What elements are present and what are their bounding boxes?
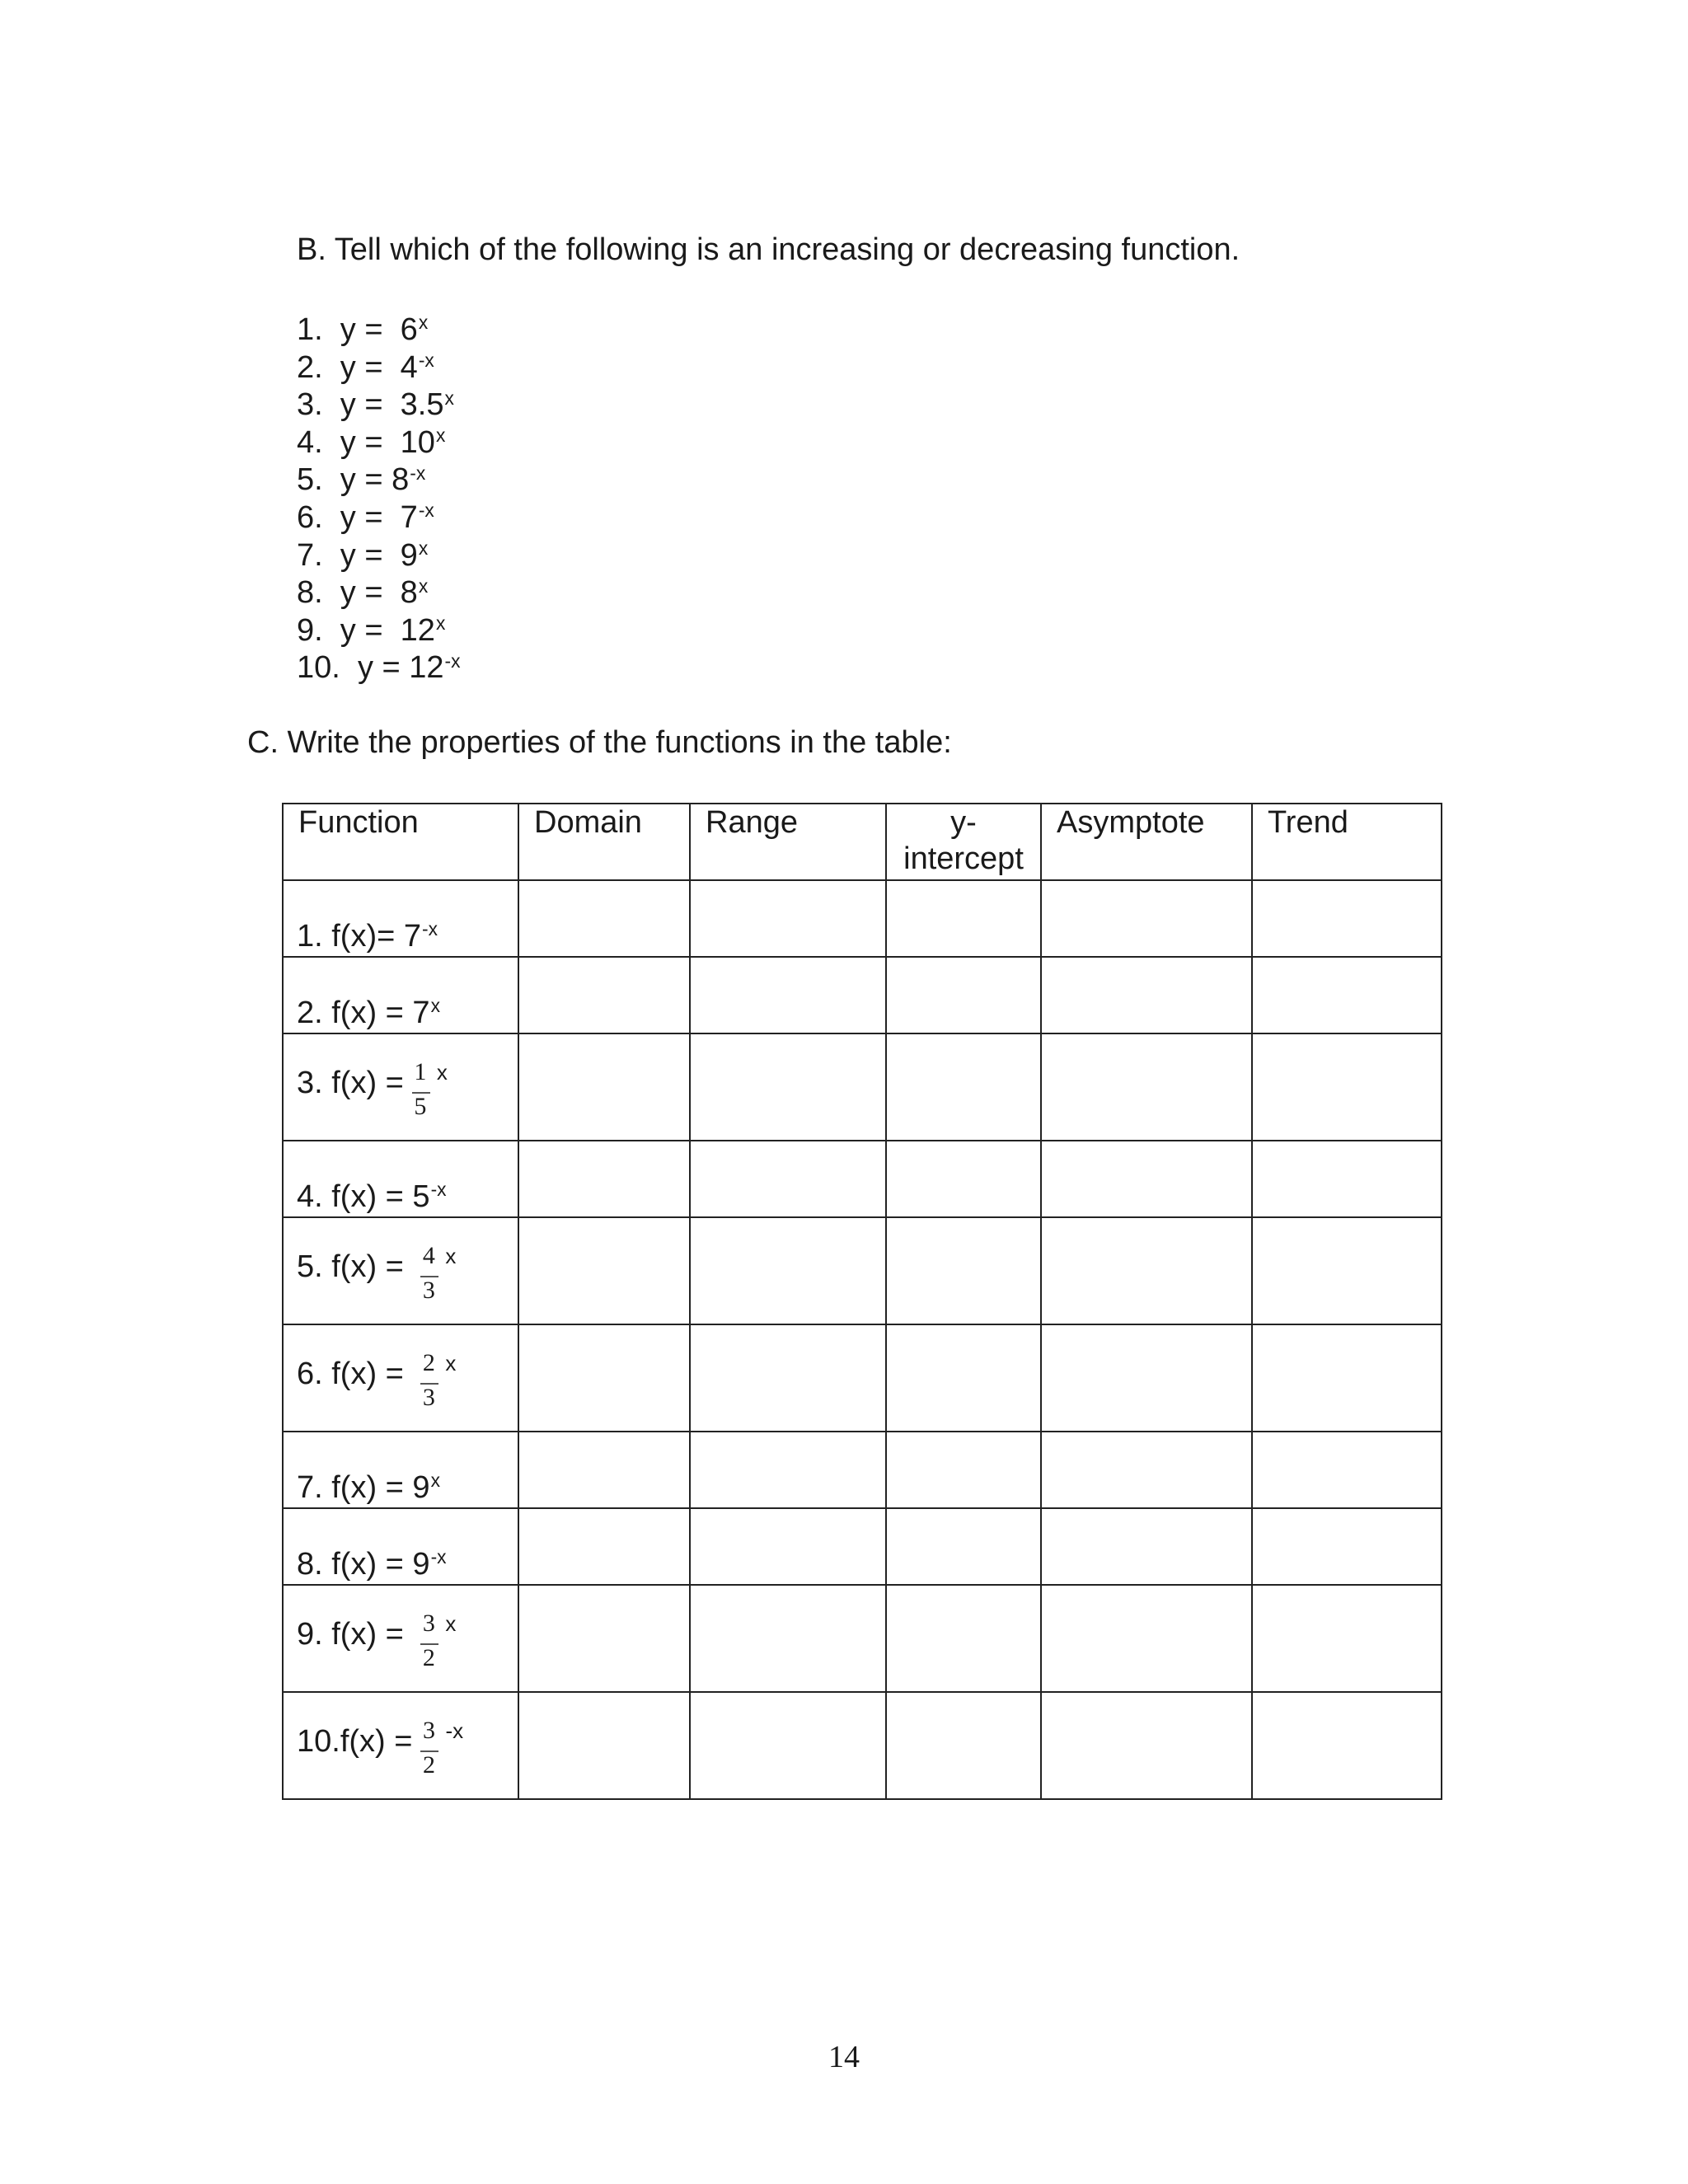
- function-expression: [297, 1547, 447, 1582]
- table-row: [283, 1692, 1442, 1799]
- domain-cell[interactable]: [518, 880, 690, 957]
- function-prefix: 3. f(x) =: [297, 1066, 404, 1100]
- function-exponent: x: [430, 995, 440, 1017]
- domain-cell[interactable]: [518, 1324, 690, 1432]
- item-expression: 9. y = 12: [297, 612, 435, 648]
- item-exponent: x: [418, 574, 429, 597]
- range-cell[interactable]: [690, 1508, 886, 1585]
- function-expression: [297, 1242, 457, 1307]
- range-cell[interactable]: [690, 1324, 886, 1432]
- range-cell[interactable]: [690, 1033, 886, 1141]
- function-expression: [297, 919, 438, 954]
- item-expression: 3. y = 3.5: [297, 387, 444, 423]
- trend-cell[interactable]: [1252, 1217, 1442, 1324]
- y-intercept-cell[interactable]: [886, 1217, 1041, 1324]
- trend-cell[interactable]: [1252, 1324, 1442, 1432]
- range-cell[interactable]: [690, 1692, 886, 1799]
- asymptote-cell[interactable]: [1041, 957, 1252, 1033]
- domain-cell[interactable]: [518, 1033, 690, 1141]
- trend-cell[interactable]: [1252, 1432, 1442, 1508]
- header-asymptote: Asymptote: [1041, 804, 1252, 880]
- asymptote-cell[interactable]: [1041, 1141, 1252, 1217]
- function-base: 8. f(x) = 9: [297, 1547, 430, 1582]
- section-b-list: [297, 312, 461, 687]
- function-expression: [297, 1610, 457, 1675]
- domain-cell[interactable]: [518, 1432, 690, 1508]
- fraction-denominator: 2: [422, 1751, 435, 1779]
- item-expression: 7. y = 9: [297, 537, 418, 573]
- function-cell: [283, 1585, 518, 1692]
- asymptote-cell[interactable]: [1041, 1324, 1252, 1432]
- trend-cell[interactable]: [1252, 957, 1442, 1033]
- fraction-denominator: 2: [422, 1644, 435, 1671]
- item-exponent: x: [418, 312, 429, 334]
- list-item: [297, 649, 461, 687]
- item-exponent: x: [435, 612, 446, 635]
- table-row: [283, 1141, 1442, 1217]
- fraction: [417, 1349, 457, 1414]
- trend-cell[interactable]: [1252, 1033, 1442, 1141]
- range-cell[interactable]: [690, 1432, 886, 1508]
- function-base: 2. f(x) = 7: [297, 996, 430, 1030]
- item-exponent: -x: [444, 649, 461, 672]
- fraction: [417, 1717, 464, 1782]
- table-row: [283, 880, 1442, 957]
- function-prefix: 6. f(x) =: [297, 1357, 413, 1391]
- fraction-numerator: 3: [422, 1717, 435, 1744]
- domain-cell[interactable]: [518, 1692, 690, 1799]
- list-item: [297, 574, 461, 612]
- trend-cell[interactable]: [1252, 880, 1442, 957]
- y-intercept-cell[interactable]: [886, 880, 1041, 957]
- function-exponent: -x: [422, 918, 438, 940]
- fraction: [409, 1058, 448, 1123]
- asymptote-cell[interactable]: [1041, 880, 1252, 957]
- range-cell[interactable]: [690, 1141, 886, 1217]
- function-expression: [297, 1470, 440, 1506]
- domain-cell[interactable]: [518, 1217, 690, 1324]
- fraction: [417, 1610, 457, 1675]
- function-cell: [283, 1432, 518, 1508]
- function-exponent: x: [436, 1060, 448, 1085]
- item-expression: 10. y = 12: [297, 650, 444, 686]
- fraction-denominator: 5: [414, 1093, 427, 1120]
- item-expression: 4. y = 10: [297, 424, 435, 460]
- function-exponent: x: [445, 1244, 457, 1268]
- list-item: [297, 312, 461, 349]
- fraction-denominator: 3: [422, 1277, 435, 1304]
- item-expression: 6. y = 7: [297, 499, 418, 535]
- header-range: Range: [690, 804, 886, 880]
- table-row: [283, 1585, 1442, 1692]
- function-prefix: 5. f(x) =: [297, 1249, 413, 1284]
- fraction-numerator: 2: [422, 1349, 435, 1376]
- table-row: [283, 1033, 1442, 1141]
- list-item: [297, 612, 461, 650]
- function-exponent: x: [445, 1351, 457, 1376]
- section-c-heading: C. Write the properties of the functions in the table:: [247, 725, 952, 760]
- domain-cell[interactable]: [518, 1585, 690, 1692]
- fraction-denominator: 3: [422, 1384, 435, 1411]
- item-expression: 1. y = 6: [297, 312, 418, 347]
- function-exponent: -x: [430, 1179, 447, 1201]
- domain-cell[interactable]: [518, 957, 690, 1033]
- function-exponent: -x: [445, 1718, 464, 1743]
- function-cell: [283, 1217, 518, 1324]
- asymptote-cell[interactable]: [1041, 1432, 1252, 1508]
- y-intercept-cell[interactable]: [886, 1692, 1041, 1799]
- item-exponent: x: [435, 424, 446, 447]
- function-expression: [297, 1717, 464, 1782]
- range-cell[interactable]: [690, 1585, 886, 1692]
- function-expression: [297, 996, 440, 1031]
- list-item: [297, 462, 461, 499]
- function-base: 1. f(x)= 7: [297, 919, 421, 954]
- function-expression: [297, 1179, 447, 1215]
- asymptote-cell[interactable]: [1041, 1217, 1252, 1324]
- function-exponent: -x: [430, 1546, 447, 1568]
- function-expression: [297, 1058, 448, 1123]
- item-exponent: -x: [418, 499, 434, 522]
- range-cell[interactable]: [690, 1217, 886, 1324]
- asymptote-cell[interactable]: [1041, 1692, 1252, 1799]
- function-cell: [283, 1508, 518, 1585]
- list-item: [297, 499, 461, 537]
- section-b-heading: B. Tell which of the following is an increasing or decreasing function.: [297, 232, 1240, 267]
- function-cell: [283, 957, 518, 1033]
- asymptote-cell[interactable]: [1041, 1508, 1252, 1585]
- function-prefix: 10.f(x) =: [297, 1724, 413, 1759]
- function-cell: [283, 1033, 518, 1141]
- page-number: 14: [828, 2040, 860, 2074]
- header-trend: Trend: [1252, 804, 1442, 880]
- properties-table: [282, 803, 1442, 1800]
- function-cell: [283, 1141, 518, 1217]
- trend-cell[interactable]: [1252, 1508, 1442, 1585]
- item-expression: 5. y = 8: [297, 462, 410, 498]
- function-cell: [283, 1324, 518, 1432]
- function-prefix: 9. f(x) =: [297, 1617, 413, 1652]
- asymptote-cell[interactable]: [1041, 1033, 1252, 1141]
- y-intercept-cell[interactable]: [886, 1033, 1041, 1141]
- y-intercept-cell[interactable]: [886, 1141, 1041, 1217]
- table-row: [283, 1217, 1442, 1324]
- header-domain: Domain: [518, 804, 690, 880]
- table-row: [283, 1324, 1442, 1432]
- item-exponent: -x: [410, 462, 426, 484]
- item-expression: 2. y = 4: [297, 349, 418, 385]
- domain-cell[interactable]: [518, 1508, 690, 1585]
- list-item: [297, 387, 461, 424]
- trend-cell[interactable]: [1252, 1141, 1442, 1217]
- list-item: [297, 424, 461, 462]
- fraction-numerator: 1: [414, 1058, 427, 1085]
- range-cell[interactable]: [690, 957, 886, 1033]
- range-cell[interactable]: [690, 880, 886, 957]
- list-item: [297, 349, 461, 387]
- item-exponent: -x: [418, 349, 434, 372]
- trend-cell[interactable]: [1252, 1692, 1442, 1799]
- trend-cell[interactable]: [1252, 1585, 1442, 1692]
- function-base: 4. f(x) = 5: [297, 1179, 430, 1214]
- function-base: 7. f(x) = 9: [297, 1470, 430, 1505]
- table-row: [283, 1432, 1442, 1508]
- fraction-numerator: 4: [422, 1242, 435, 1269]
- header-function: Function: [283, 804, 518, 880]
- function-cell: [283, 1692, 518, 1799]
- table-row: [283, 957, 1442, 1033]
- header-y-intercept-text: y- intercept: [903, 805, 1024, 876]
- domain-cell[interactable]: [518, 1141, 690, 1217]
- header-y-intercept: [886, 804, 1041, 880]
- function-exponent: x: [445, 1611, 457, 1636]
- y-intercept-cell[interactable]: [886, 1432, 1041, 1508]
- fraction: [417, 1242, 457, 1307]
- y-intercept-cell[interactable]: [886, 1508, 1041, 1585]
- y-intercept-cell[interactable]: [886, 1324, 1041, 1432]
- y-intercept-cell[interactable]: [886, 1585, 1041, 1692]
- asymptote-cell[interactable]: [1041, 1585, 1252, 1692]
- function-cell: [283, 880, 518, 957]
- list-item: [297, 537, 461, 575]
- table-header-row: [283, 804, 1442, 880]
- function-expression: [297, 1349, 457, 1414]
- fraction-numerator: 3: [422, 1610, 435, 1637]
- y-intercept-cell[interactable]: [886, 957, 1041, 1033]
- item-exponent: x: [444, 387, 454, 409]
- item-exponent: x: [418, 537, 429, 560]
- function-exponent: x: [430, 1469, 440, 1492]
- table-row: [283, 1508, 1442, 1585]
- item-expression: 8. y = 8: [297, 575, 418, 611]
